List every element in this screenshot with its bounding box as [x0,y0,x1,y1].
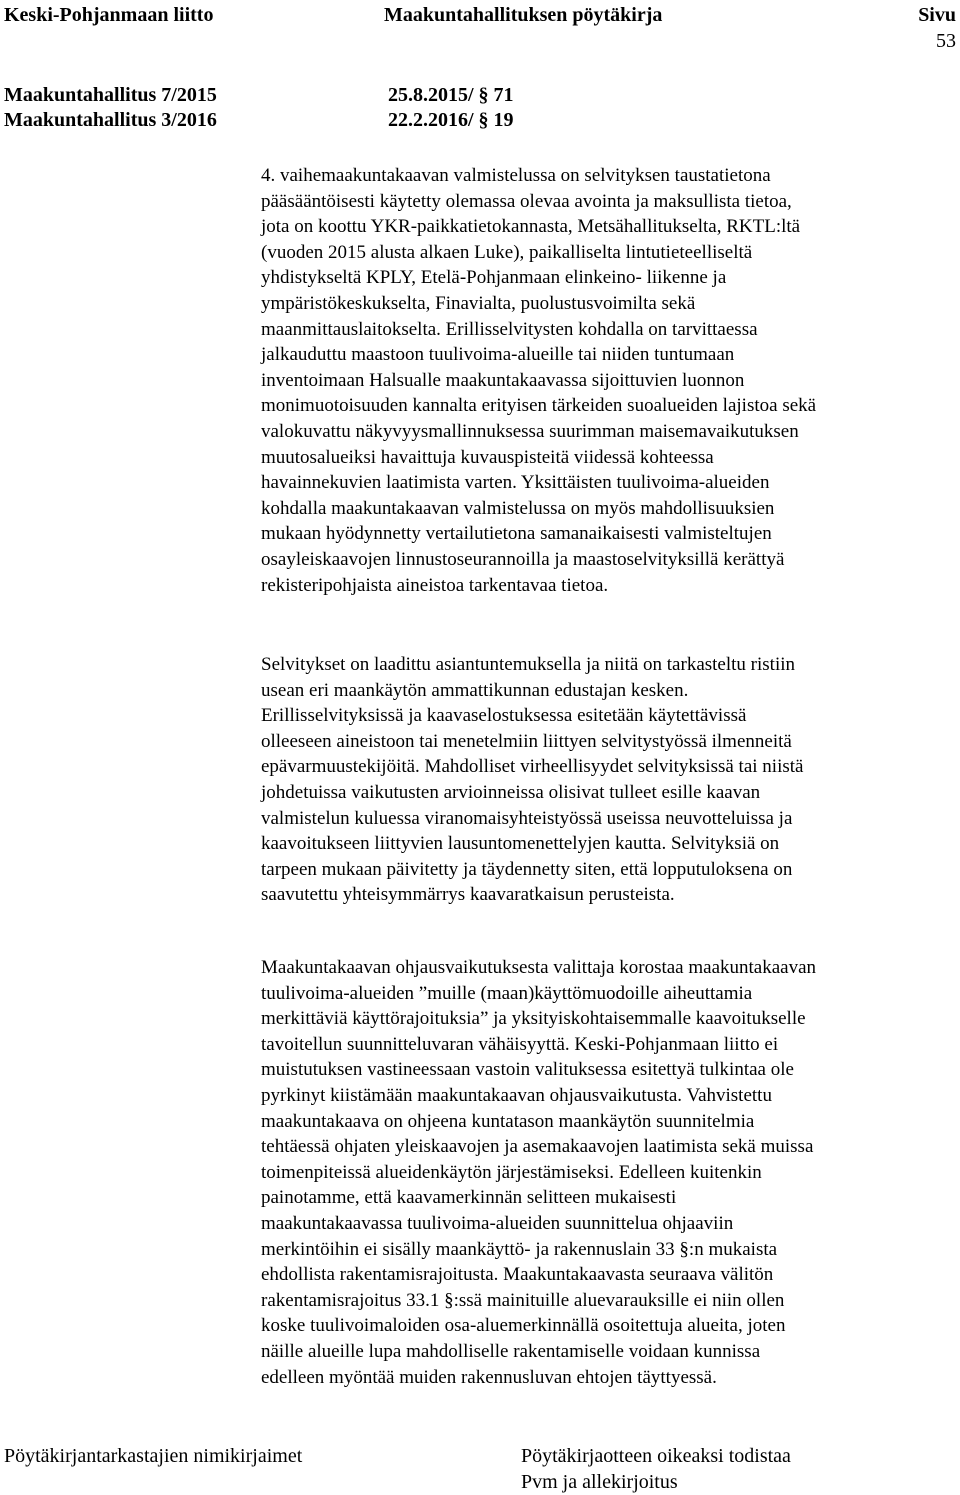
text-line: merkittäviä käyttörajoituksia” ja yksityiskohtaisemmalle kaavoitukselle [261,1008,806,1030]
text-line: valokuvattu näkyvyysmallinnuksessa suurimman maisemavaikutuksen [261,420,799,442]
text-line: jalkauduttu maastoon tuulivoima-alueille tai niiden tuntumaan [261,344,735,366]
text-line: ehdollista rakentamisrajoitusta. Maakuntakaavasta seuraava välitön [261,1264,774,1286]
text-line: mukaan hyödynnetty vertailutietona samanaikaisesti valmisteltujen [261,523,772,545]
text-line: Erillisselvityksissä ja kaavaselostuksessa esitetään käytettävissä [261,705,747,727]
text-line: (vuoden 2015 alusta alkaen Luke), paikalliselta lintutieteelliseltä [261,241,753,263]
date-signature-line: Pvm ja allekirjoitus [521,1471,678,1493]
text-line: inventoimaan Halsualle maakuntakaavassa sijoittuvien luonnon [261,369,745,391]
text-line: kohdalla maakuntakaavan valmistelussa on myös mahdollisuuksien [261,497,775,519]
text-line: saavutettu yhteisymmärrys kaavaratkaisun perusteista. [261,884,675,906]
text-line: toimenpiteissä alueidenkäytön järjestämiseksi. Edelleen kuitenkin [261,1161,762,1183]
text-line: maakuntakaava on ohjeena kuntatason maankäytön suunnitelmia [261,1110,755,1132]
text-line: tehtäessä ohjaten yleiskaavojen ja asemakaavojen laatimista sekä muissa [261,1136,814,1158]
text-line: osayleiskaavojen linnustoseurannoilla ja maastoselvityksillä kerättyä [261,548,785,570]
meeting-body: Maakuntahallitus 3/2016 [4,109,217,131]
text-line: tuulivoima-alueiden ”muille (maan)käyttömuodoille aiheuttamia [261,982,753,1004]
meeting-reference-row [4,109,514,131]
text-line: rekisteripohjaista aineistoa tarkentavaa tietoa. [261,574,609,596]
text-line: merkintöihin ei sisälly maankäyttö- ja rakennuslain 33 §:n mukaista [261,1238,778,1260]
text-line: Selvitykset on laadittu asiantuntemuksella ja niitä on tarkasteltu ristiin [261,654,796,675]
text-line: monimuotoisuuden kannalta erityisen tärkeiden suoalueiden lajistoa sekä [261,395,817,417]
text-line: muistutuksen vastineessaan vastoin valituksessa esitettyä tulkintaa ole [261,1059,794,1081]
meeting-date-section: 22.2.2016/ § 19 [388,109,514,131]
text-line: Maakuntakaavan ohjausvaikutuksesta valittaja korostaa maakuntakaavan [261,957,817,978]
text-line: 4. vaihemaakuntakaavan valmistelussa on selvityksen taustatietona [261,165,771,186]
text-line: maanmittauslaitokselta. Erillisselvitysten kohdalla on tarvittaessa [261,318,758,340]
text-line: pääsääntöisesti käytetty olemassa olevaa avointa ja maksullista tietoa, [261,190,792,212]
document-title: Maakuntahallituksen pöytäkirja [384,4,663,26]
text-line: usean eri maankäytön ammattikunnan edustajan kesken. [261,679,689,701]
text-line: jota on koottu YKR-paikkatietokannasta, Metsähallitukselta, RKTL:ltä [261,216,801,238]
certified-copy-line: Pöytäkirjaotteen oikeaksi todistaa [521,1445,791,1467]
paragraph-1 [261,163,960,598]
text-line: valmistelun kuluessa viranomaisyhteistyössä useissa neuvotteluissa ja [261,807,793,829]
page-number: 53 [936,30,956,52]
text-line: epävarmuustekijöitä. Mahdolliset virheellisyydet selvityksissä tai niistä [261,756,804,778]
text-line: yhdistykseltä KPLY, Etelä-Pohjanmaan elinkeino- liikenne ja [261,267,727,289]
text-line: kaavoitukseen liittyvien lausuntomenettelyjen kautta. Selvityksiä on [261,833,780,855]
meeting-reference-row [4,84,514,106]
text-line: edelleen myöntää muiden rakennusluvan ehtojen täyttyessä. [261,1366,717,1388]
text-line: koske tuulivoimaloiden osa-aluemerkinnällä osoitettuja alueita, joten [261,1315,786,1337]
text-line: rakentamisrajoitus 33.1 §:ssä mainituille aluevarauksille ei niin ollen [261,1289,785,1311]
meeting-body: Maakuntahallitus 7/2015 [4,84,217,106]
text-line: maakuntakaavassa tuulivoima-alueiden suunnittelua ohjaaviin [261,1212,734,1234]
page-label: Sivu [918,4,956,26]
text-line: muutosalueiksi havaittuja kuvauspisteitä viidessä kohteessa [261,446,714,468]
meeting-date-section: 25.8.2015/ § 71 [388,84,514,106]
paragraph-3 [261,955,960,1390]
text-line: tarpeen mukaan päivitetty ja täydennetty siten, että lopputuloksena on [261,858,793,880]
text-line: painotamme, että kaavamerkinnän selitteen mukaisesti [261,1187,677,1209]
reviewer-initials-label: Pöytäkirjantarkastajien nimikirjaimet [4,1445,303,1467]
organization-name: Keski-Pohjanmaan liitto [4,4,214,26]
text-line: ympäristökeskukselta, Finavialta, puolustusvoimilta sekä [261,292,696,314]
text-line: näille alueille lupa mahdolliselle rakentamiselle voidaan kunnissa [261,1340,761,1362]
text-line: johdetuissa vaikutusten arvioinneissa olisivat tulleet esille kaavan [261,781,761,803]
certified-copy-label [521,1443,791,1495]
text-line: havainnekuvien laatimista varten. Yksittäisten tuulivoima-alueiden [261,472,770,494]
paragraph-2 [261,652,960,908]
text-line: pyrkinyt kiistämään maakuntakaavan ohjausvaikutusta. Vahvistettu [261,1084,772,1106]
text-line: tavoitellun suunnitteluvaran vähäisyyttä. Keski-Pohjanmaan liitto ei [261,1033,779,1055]
text-line: olleeseen aineistoon tai menetelmiin liittyen selvitystyössä ilmenneitä [261,730,792,752]
